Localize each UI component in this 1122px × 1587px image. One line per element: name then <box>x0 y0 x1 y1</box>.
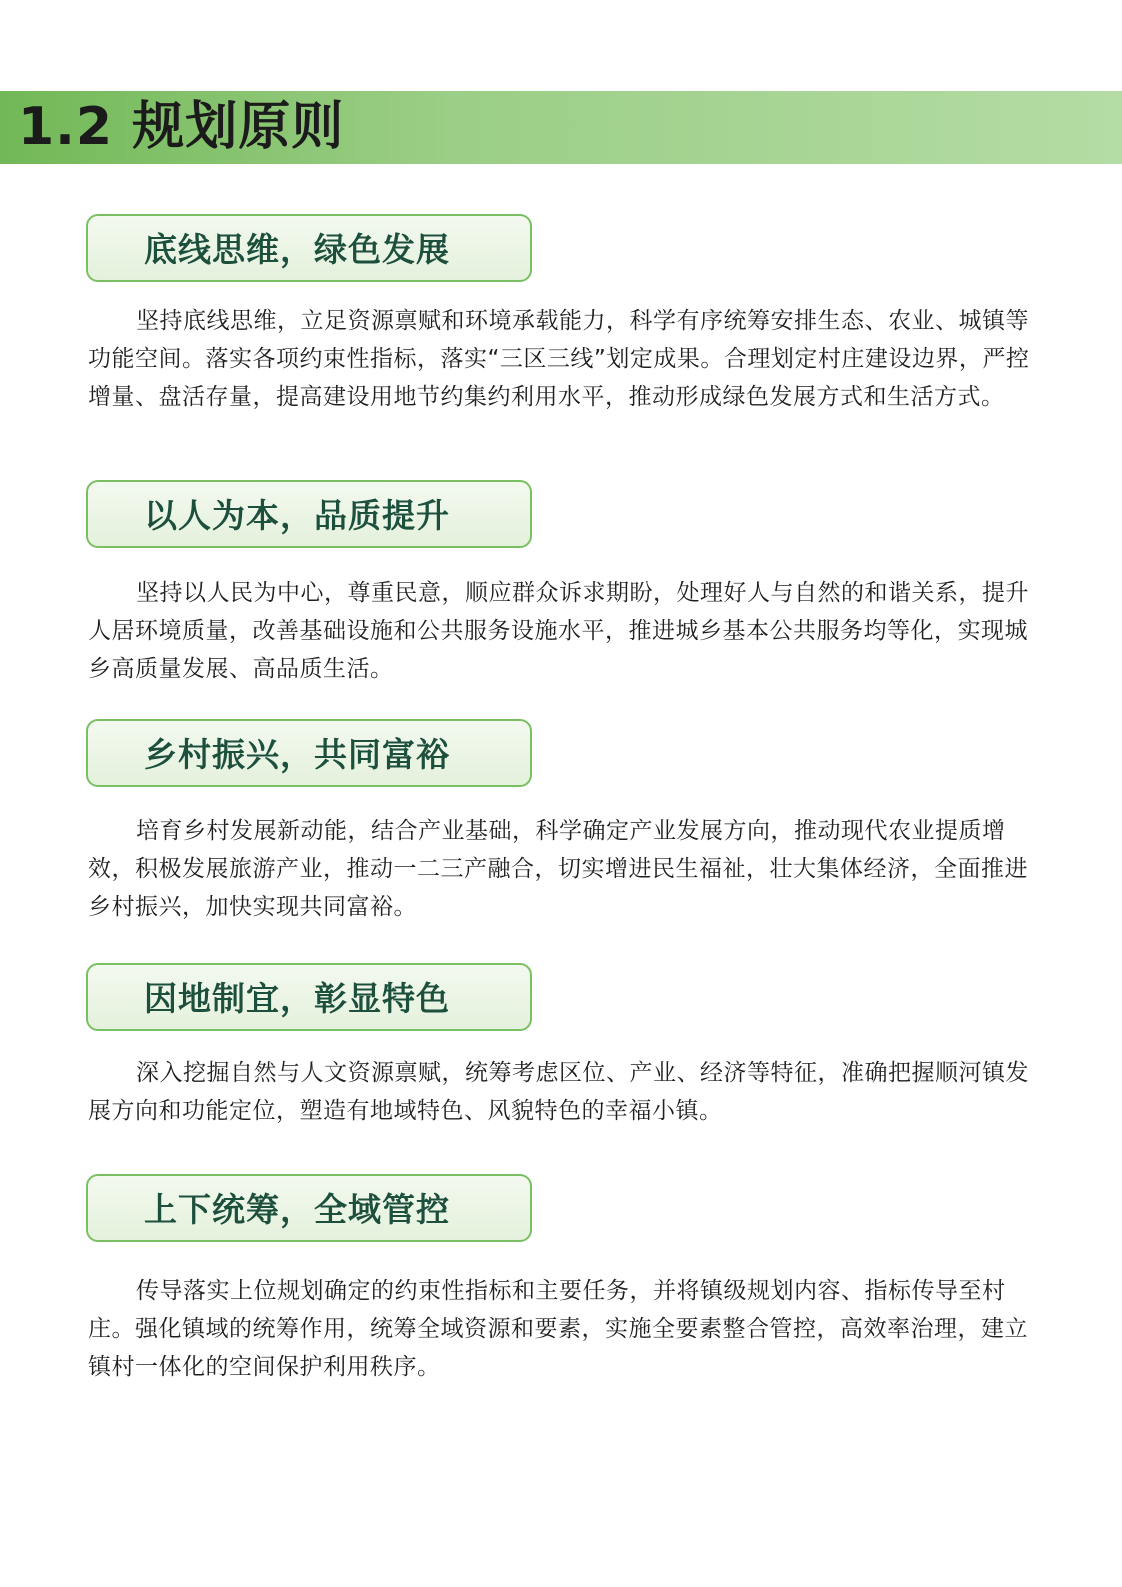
section-heading-overall-control <box>86 1174 532 1242</box>
section-heading-text: 上下统筹，全域管控 <box>144 1190 450 1229</box>
section-body: 坚持底线思维，立足资源禀赋和环境承载能力，科学有序统筹安排生态、农业、城镇等功能空间。落实各项约束性指标，落实“三区三线”划定成果。合理划定村庄建设边界，严控增量、盘活存量，提高建设用地节约集约利用水平，推动形成绿色发展方式和生活方式。 <box>88 308 1030 410</box>
section-heading-bottom-line <box>86 214 532 282</box>
section-heading-text: 底线思维，绿色发展 <box>144 230 450 269</box>
section-heading-people-oriented <box>86 480 532 548</box>
section-body: 传导落实上位规划确定的约束性指标和主要任务，并将镇级规划内容、指标传导至村庄。强化镇域的统筹作用，统筹全域资源和要素，实施全要素整合管控，高效率治理，建立镇村一体化的空间保护利用秩序。 <box>88 1278 1028 1380</box>
section-heading-text: 因地制宜，彰显特色 <box>144 979 450 1018</box>
title-banner <box>0 91 1122 164</box>
section-body: 坚持以人民为中心，尊重民意，顺应群众诉求期盼，处理好人与自然的和谐关系，提升人居环境质量，改善基础设施和公共服务设施水平，推进城乡基本公共服务均等化，实现城乡高质量发展、高品质生活。 <box>88 580 1029 682</box>
section-body: 培育乡村发展新动能，结合产业基础，科学确定产业发展方向，推动现代农业提质增效，积极发展旅游产业，推动一二三产融合，切实增进民生福祉，壮大集体经济，全面推进乡村振兴，加快实现共同富裕。 <box>88 818 1028 920</box>
section-heading-local-conditions <box>86 963 532 1031</box>
page-title: 1.2 规划原则 <box>18 97 345 157</box>
section-heading-text: 乡村振兴，共同富裕 <box>144 735 450 774</box>
section-body: 深入挖掘自然与人文资源禀赋，统筹考虑区位、产业、经济等特征，准确把握顺河镇发展方向和功能定位，塑造有地域特色、风貌特色的幸福小镇。 <box>88 1060 1029 1124</box>
section-heading-text: 以人为本，品质提升 <box>144 496 450 535</box>
section-heading-rural-revitalization <box>86 719 532 787</box>
